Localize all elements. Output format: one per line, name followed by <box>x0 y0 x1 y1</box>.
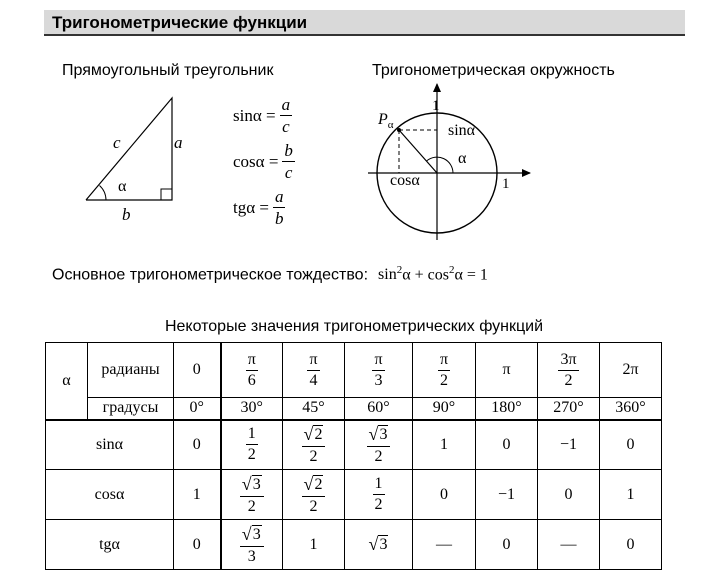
denominator: 2 <box>564 371 573 389</box>
value-cell <box>413 343 476 398</box>
circle-angle-label: α <box>458 150 467 167</box>
fraction <box>302 475 326 515</box>
fraction <box>240 475 264 515</box>
denominator: 4 <box>309 371 318 389</box>
denominator: 6 <box>247 371 256 389</box>
sin-num: a <box>281 95 291 114</box>
tg-num: a <box>274 187 284 206</box>
alpha-header: α <box>46 343 88 420</box>
value-cell <box>174 343 221 398</box>
fraction <box>558 352 578 389</box>
sqrt-expr <box>369 535 389 554</box>
fraction <box>302 425 326 465</box>
sqrt-sign: √ <box>241 523 252 544</box>
value-cell <box>221 343 283 398</box>
triangle-shape <box>86 98 172 200</box>
cell-value: 1 <box>192 485 201 503</box>
page-header: Тригонометрические функции <box>44 10 685 36</box>
fraction <box>246 426 258 463</box>
triangle-title: Прямоугольный треугольник <box>62 62 274 79</box>
identity-alpha-1: α <box>402 266 411 284</box>
deg-cell: 60° <box>345 398 413 420</box>
deg-cell: 90° <box>413 398 476 420</box>
tg-den: b <box>274 209 284 228</box>
cos-label: cosα <box>390 172 420 189</box>
fraction <box>246 352 258 389</box>
sqrt-sign: √ <box>368 423 379 444</box>
value-cell <box>476 520 538 570</box>
denominator: 2 <box>439 371 448 389</box>
cell-value: 1 <box>440 435 448 453</box>
sin-label: sinα <box>448 122 476 139</box>
value-cell <box>174 520 221 570</box>
sqrt-expr <box>304 475 324 494</box>
deg-cell: 45° <box>283 398 345 420</box>
value-cell <box>283 420 345 470</box>
denominator: 3 <box>374 371 383 389</box>
sqrt-sign: √ <box>241 473 252 494</box>
sqrt-radicand: 2 <box>314 425 323 443</box>
deg-cell: 270° <box>538 398 600 420</box>
sqrt-radicand: 3 <box>252 475 261 493</box>
cell-value: 0 <box>192 435 201 453</box>
value-cell <box>600 343 662 398</box>
denominator: 3 <box>247 547 256 565</box>
numerator: 1 <box>373 476 385 495</box>
unit-circle-diagram <box>360 78 550 240</box>
numerator: π <box>438 352 450 371</box>
deg-cell: 30° <box>221 398 283 420</box>
value-cell <box>600 420 662 470</box>
value-cell <box>345 470 413 520</box>
table-caption: Некоторые значения тригонометрических функций <box>164 318 544 335</box>
table-row-cos <box>46 470 662 520</box>
deg-cell: 0° <box>174 398 221 420</box>
value-cell <box>283 470 345 520</box>
cell-value: 0 <box>192 361 201 378</box>
fraction <box>373 476 385 513</box>
value-cell <box>538 343 600 398</box>
side-a-label: a <box>174 133 183 152</box>
right-triangle-diagram <box>70 88 200 228</box>
cos-num: b <box>284 141 293 160</box>
sqrt-expr <box>242 525 262 544</box>
degrees-label: градусы <box>88 398 174 420</box>
cell-value: 0 <box>192 535 201 553</box>
denominator: 2 <box>247 446 256 464</box>
value-cell <box>283 343 345 398</box>
sin-den: c <box>282 117 290 136</box>
cell-value: −1 <box>497 485 516 503</box>
table-row-sin <box>46 420 662 470</box>
point-p-label: $P_\alpha$ <box>378 111 394 131</box>
cos-formula-lhs: cosα = <box>233 151 279 171</box>
numerator <box>240 475 264 497</box>
identity-eq: = 1 <box>466 266 488 284</box>
sqrt-radicand: 3 <box>252 525 261 543</box>
value-cell <box>221 470 283 520</box>
trig-values-table <box>45 342 662 570</box>
cell-value: 0 <box>440 485 448 503</box>
numerator <box>240 525 264 547</box>
denominator: 2 <box>309 497 318 515</box>
row-label-tg: tgα <box>46 520 174 570</box>
value-cell <box>174 470 221 520</box>
deg-cell: 360° <box>600 398 662 420</box>
value-cell <box>600 470 662 520</box>
trig-identity <box>52 264 488 284</box>
denominator: 2 <box>374 447 383 465</box>
point-p <box>397 128 401 132</box>
tg-formula <box>233 188 285 227</box>
sqrt-expr <box>369 425 389 444</box>
row-label-sin: sinα <box>46 420 174 470</box>
cell-value: — <box>436 535 452 553</box>
value-cell <box>221 420 283 470</box>
identity-plus: + <box>414 266 424 284</box>
tg-formula-lhs: tgα = <box>233 197 269 217</box>
table-row-degrees <box>46 398 662 420</box>
table-row-radians <box>46 343 662 398</box>
value-cell <box>538 520 600 570</box>
cell-value: 0 <box>564 485 573 503</box>
numerator: π <box>307 352 319 371</box>
fraction <box>307 352 319 389</box>
value-cell <box>345 343 413 398</box>
fraction <box>438 352 450 389</box>
one-top-label: 1 <box>432 98 440 114</box>
value-cell <box>345 520 413 570</box>
cell-value: 0 <box>626 435 635 453</box>
identity-cos: cos <box>427 266 449 284</box>
numerator <box>367 425 391 447</box>
cell-value: 1 <box>309 535 318 553</box>
table-row-tg <box>46 520 662 570</box>
sqrt-expr <box>242 475 262 494</box>
fraction <box>367 425 391 465</box>
identity-sin: sin <box>378 266 397 284</box>
one-right-label: 1 <box>502 176 510 192</box>
side-b-label: b <box>122 205 131 224</box>
value-cell <box>476 343 538 398</box>
numerator: 1 <box>246 426 258 445</box>
cell-value: −1 <box>559 435 578 453</box>
sqrt-sign: √ <box>303 473 314 494</box>
fraction <box>240 525 264 565</box>
numerator <box>302 425 326 447</box>
value-cell <box>476 470 538 520</box>
denominator: 2 <box>309 447 318 465</box>
cell-value: 2π <box>622 361 639 378</box>
cos-formula <box>233 142 295 181</box>
radius-line <box>399 130 437 173</box>
value-cell <box>413 520 476 570</box>
cell-value: — <box>560 535 577 553</box>
fraction <box>372 352 384 389</box>
right-angle-mark <box>161 189 172 200</box>
sqrt-sign: √ <box>368 533 379 554</box>
denominator: 2 <box>247 497 256 515</box>
side-c-label: c <box>113 133 121 152</box>
deg-cell: 180° <box>476 398 538 420</box>
value-cell <box>600 520 662 570</box>
identity-exp-2: 2 <box>448 264 455 276</box>
cos-den: c <box>284 163 293 182</box>
sqrt-radicand: 2 <box>314 475 323 493</box>
sin-formula <box>233 96 292 135</box>
identity-alpha-2: α <box>454 266 463 284</box>
value-cell <box>221 520 283 570</box>
value-cell <box>413 420 476 470</box>
cell-value: π <box>502 361 511 378</box>
denominator: 2 <box>374 496 383 513</box>
cell-value: 0 <box>502 435 511 453</box>
cell-value: 0 <box>626 535 635 553</box>
sin-formula-lhs: sinα = <box>233 105 276 125</box>
numerator <box>302 475 326 497</box>
numerator: π <box>246 352 258 371</box>
identity-label: Основное тригонометрическое тождество: <box>52 266 369 284</box>
sqrt-radicand: 3 <box>379 425 388 443</box>
value-cell <box>413 470 476 520</box>
value-cell <box>283 520 345 570</box>
value-cell <box>345 420 413 470</box>
sqrt-sign: √ <box>303 423 314 444</box>
value-cell <box>538 470 600 520</box>
identity-exp-1: 2 <box>396 264 403 276</box>
angle-label: α <box>118 178 127 195</box>
numerator: π <box>372 352 384 371</box>
row-label-cos: cosα <box>46 470 174 520</box>
cell-value: 0 <box>502 535 511 553</box>
value-cell <box>538 420 600 470</box>
numerator: 3π <box>558 352 578 371</box>
value-cell <box>174 420 221 470</box>
angle-arc <box>100 186 107 201</box>
circle-title: Тригонометрическая окружность <box>372 62 615 79</box>
sqrt-expr <box>304 425 324 444</box>
cell-value: 1 <box>626 485 635 503</box>
radians-label: радианы <box>88 343 174 398</box>
value-cell <box>476 420 538 470</box>
sqrt-radicand: 3 <box>379 535 388 553</box>
